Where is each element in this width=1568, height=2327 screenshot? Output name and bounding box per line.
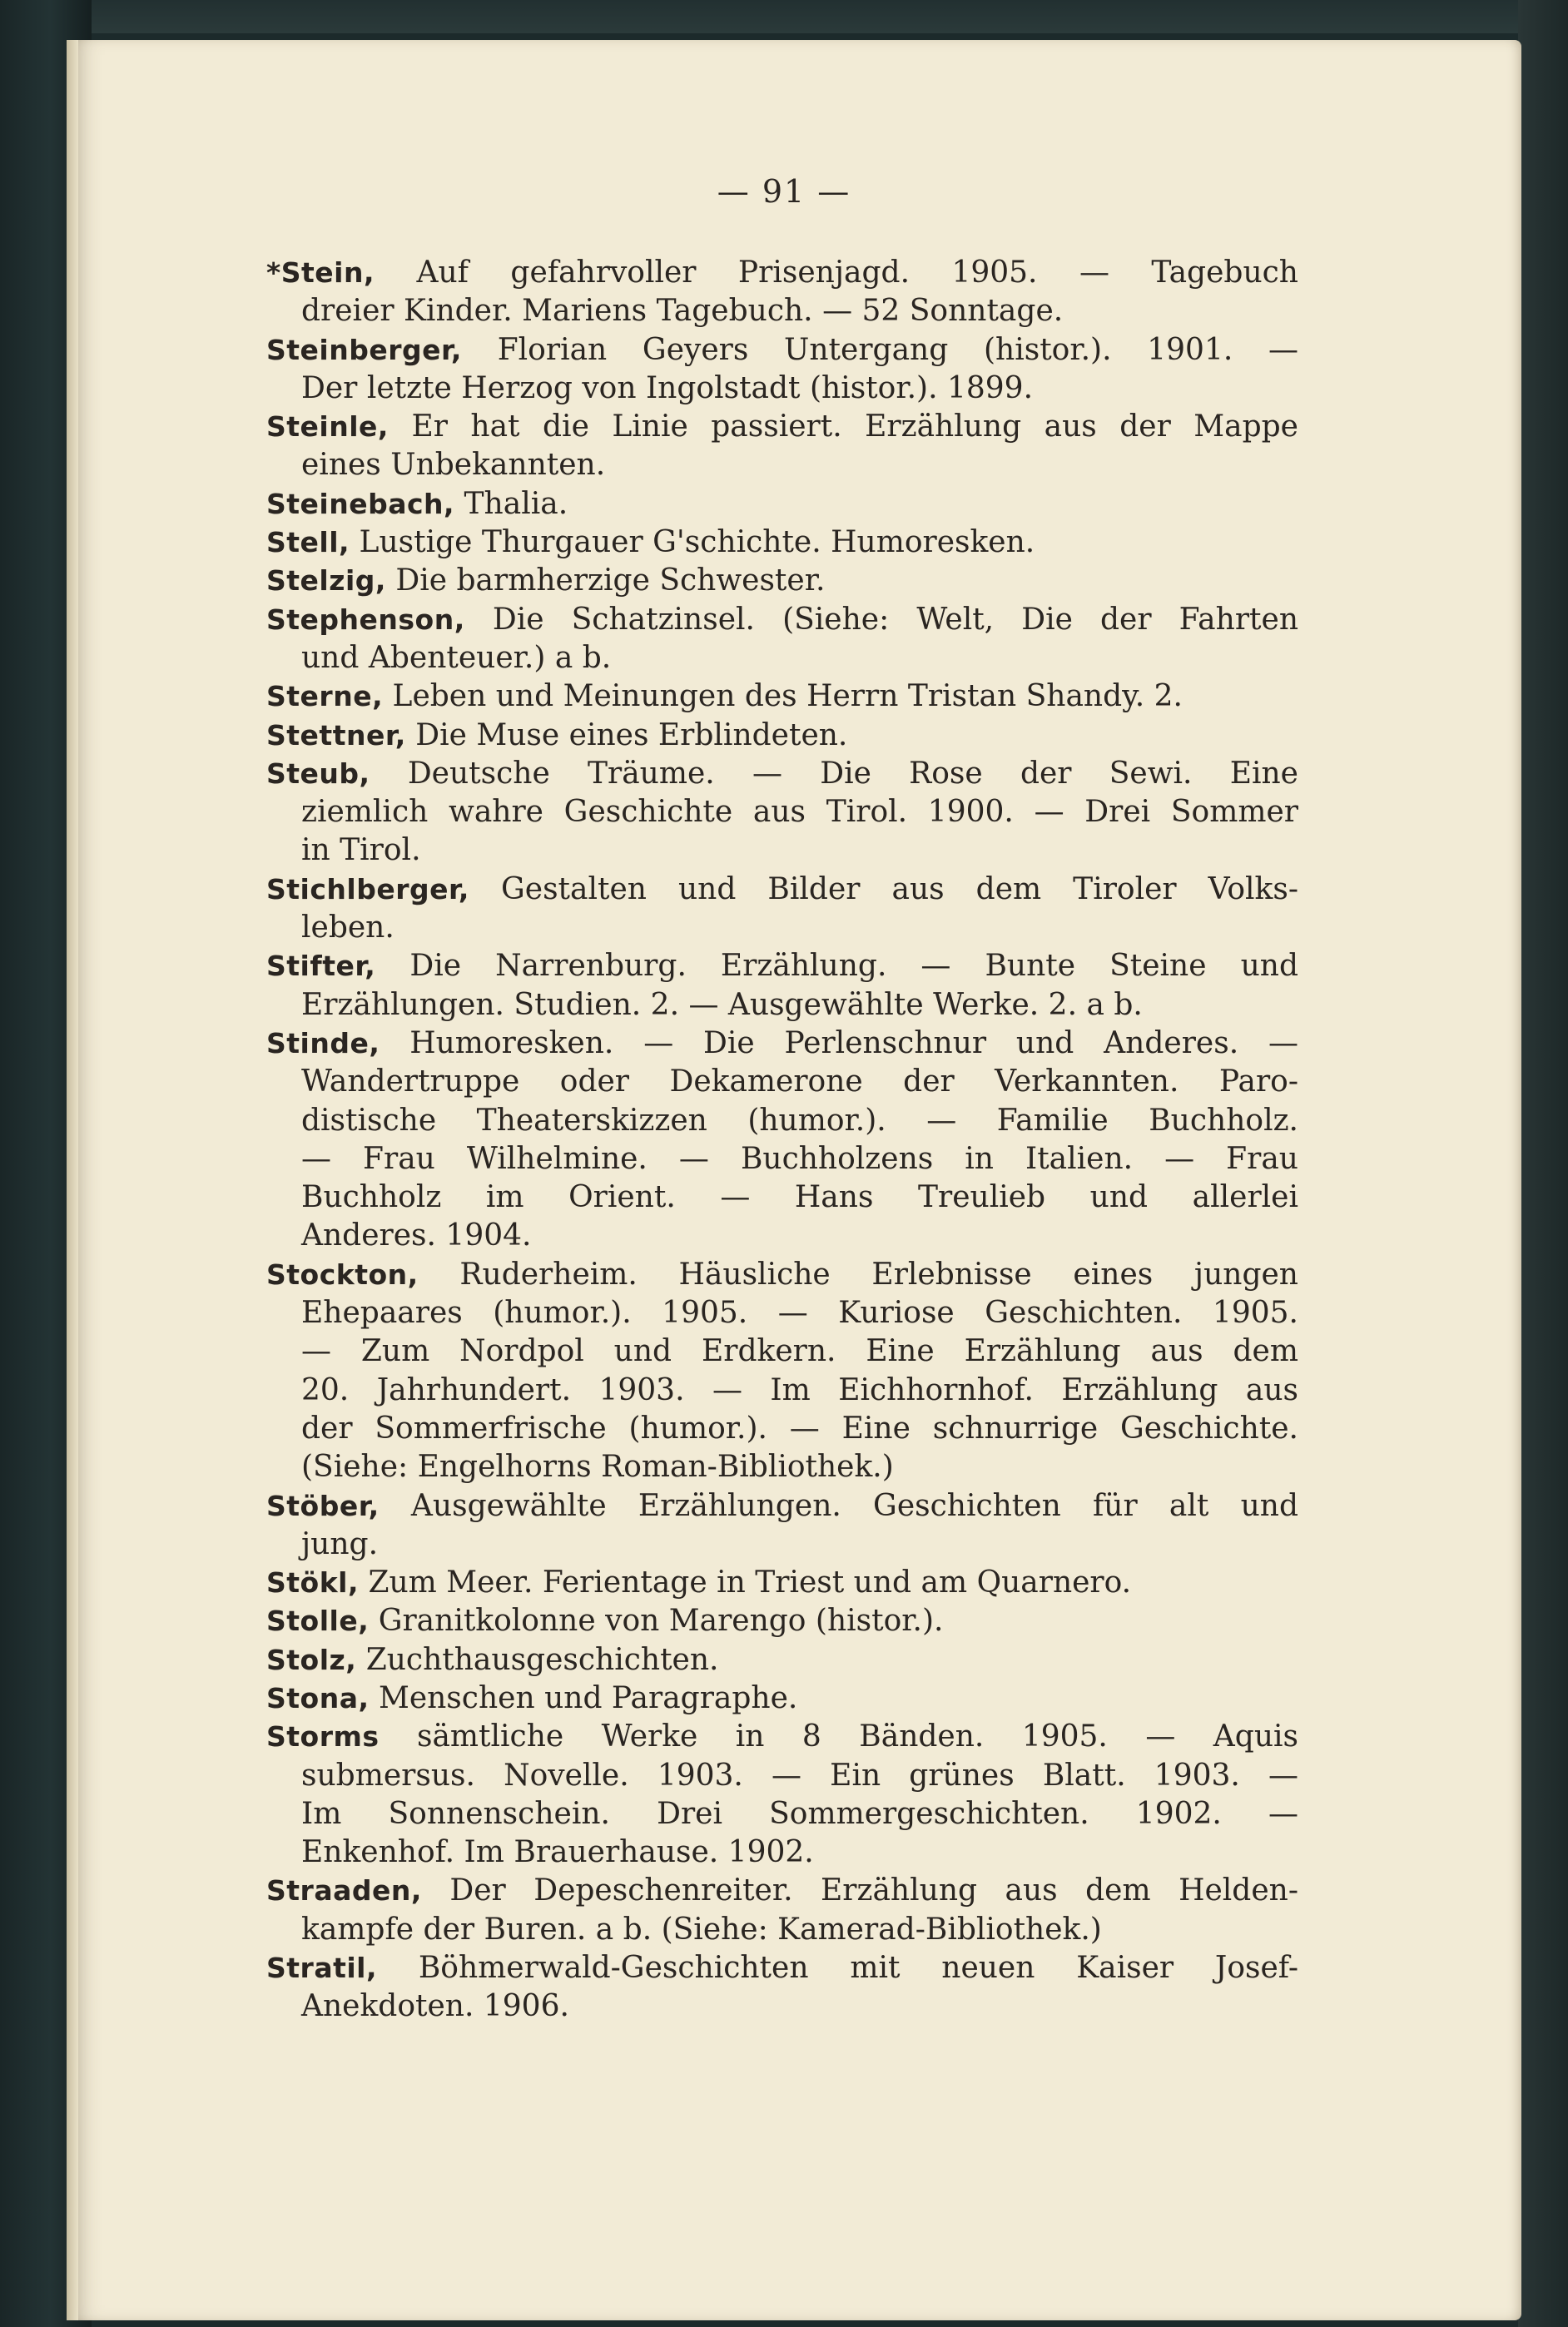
book-cover-right xyxy=(1518,0,1568,2327)
entry-text: Die Muse eines Erblindeten. xyxy=(405,717,848,752)
entry-text: Lustige Thurgauer G'schichte. Humoresken. xyxy=(350,525,1035,560)
entry-first-line xyxy=(266,1872,1298,1910)
entry-first-line xyxy=(266,1564,1298,1602)
entry-continuation-line: in Tirol. xyxy=(301,833,421,868)
author-name: Sterne, xyxy=(266,680,384,713)
bibliography-entry xyxy=(266,1680,1298,1718)
entry-first-line xyxy=(266,562,1298,600)
bibliography-entry xyxy=(266,1564,1298,1602)
page-gutter xyxy=(67,40,78,2320)
entry-text: Er hat die Linie passiert. Erzählung aus der Mappe xyxy=(388,409,1298,444)
entry-continuation-line: Anekdoten. 1906. xyxy=(301,1989,569,2024)
bibliography-entry xyxy=(266,1487,1298,1565)
author-name: Stockton, xyxy=(266,1258,419,1291)
entry-continuation-line: 20. Jahrhundert. 1903. — Im Eichhornhof. Erzählung aus xyxy=(301,1372,1298,1407)
bibliography-entry xyxy=(266,562,1298,600)
author-name: Stolle, xyxy=(266,1605,370,1638)
bibliography-entry xyxy=(266,523,1298,562)
author-name: Stell, xyxy=(266,526,350,559)
entry-first-line xyxy=(266,1680,1298,1718)
entry-continuation-line: der Sommerfrische (humor.). — Eine schnurrige Geschichte. xyxy=(301,1411,1298,1446)
entry-text: Die Narrenburg. Erzählung. — Bunte Steine und xyxy=(375,949,1298,984)
author-name: Stephenson, xyxy=(266,603,465,636)
entry-text: sämtliche Werke in 8 Bänden. 1905. — Aquis xyxy=(379,1719,1298,1754)
entry-text: Auf gefahrvoller Prisenjagd. 1905. — Tagebuch xyxy=(375,256,1298,290)
entry-first-line xyxy=(266,1641,1298,1680)
bibliography-entry xyxy=(266,254,1298,331)
entry-text: Die Schatzinsel. (Siehe: Welt, Die der Fahrten xyxy=(464,602,1298,637)
entry-text: Zuchthausgeschichten. xyxy=(356,1642,719,1677)
entry-continuation-line: Anderes. 1904. xyxy=(301,1218,532,1253)
entry-first-line xyxy=(266,717,1298,755)
entry-first-line xyxy=(266,755,1298,793)
bibliography-entry xyxy=(266,601,1298,678)
entry-text: Der Depeschenreiter. Erzählung aus dem Helden- xyxy=(421,1873,1298,1908)
entry-text: Florian Geyers Untergang (histor.). 1901. — xyxy=(461,332,1298,367)
bibliography-entry xyxy=(266,1872,1298,1949)
entry-continuation-line: Erzählungen. Studien. 2. — Ausgewählte Werke. 2. a b. xyxy=(301,987,1143,1022)
author-name: Stifter, xyxy=(266,950,376,983)
bibliography-entry xyxy=(266,717,1298,755)
author-name: Stichlberger, xyxy=(266,872,469,905)
entry-text: Humoresken. — Die Perlenschnur und Anderes. — xyxy=(380,1025,1298,1060)
entry-text: Gestalten und Bilder aus dem Tiroler Volks- xyxy=(469,871,1298,906)
entry-first-line xyxy=(266,1256,1298,1294)
bibliography-entry xyxy=(266,755,1298,871)
author-name: Steinle, xyxy=(266,410,389,444)
entry-continuation-line: leben. xyxy=(301,910,394,945)
bibliography-list xyxy=(266,254,1298,2027)
entry-continuation-line: — Zum Nordpol und Erdkern. Eine Erzählung aus dem xyxy=(301,1334,1298,1369)
entry-text: Granitkolonne von Marengo (histor.). xyxy=(369,1604,944,1639)
author-name: Stelzig, xyxy=(266,564,386,598)
bibliography-entry xyxy=(266,677,1298,716)
entry-continuation-line: und Abenteuer.) a b. xyxy=(301,640,612,675)
author-name: Stratil, xyxy=(266,1952,378,1985)
author-name: Steinebach, xyxy=(266,487,455,520)
entry-continuation-line: distische Theaterskizzen (humor.). — Familie Buchholz. xyxy=(301,1103,1298,1138)
entry-continuation-line: Enkenhof. Im Brauerhause. 1902. xyxy=(301,1835,814,1870)
entry-continuation-line: Wandertruppe oder Dekamerone der Verkannten. Paro- xyxy=(301,1064,1298,1099)
entry-first-line xyxy=(266,601,1298,639)
entry-continuation-line: Ehepaares (humor.). 1905. — Kuriose Geschichten. 1905. xyxy=(301,1296,1298,1331)
author-name: Steinberger, xyxy=(266,333,462,366)
author-name: Storms xyxy=(266,1720,380,1754)
entry-first-line xyxy=(266,871,1298,909)
entry-continuation-line: ziemlich wahre Geschichte aus Tirol. 1900. — Drei Sommer xyxy=(301,795,1298,830)
entry-first-line xyxy=(266,1718,1298,1756)
entry-text: Ruderheim. Häusliche Erlebnisse eines jungen xyxy=(418,1257,1298,1292)
entry-first-line xyxy=(266,485,1298,523)
page-number: — 91 — xyxy=(717,173,851,210)
bibliography-entry xyxy=(266,1025,1298,1256)
author-name: Stökl, xyxy=(266,1566,360,1600)
bibliography-entry xyxy=(266,408,1298,485)
entry-first-line xyxy=(266,254,1298,292)
bibliography-entry xyxy=(266,1602,1298,1640)
entry-text: Die barmherzige Schwester. xyxy=(385,563,826,598)
entry-text: Böhmerwald-Geschichten mit neuen Kaiser Josef- xyxy=(377,1951,1298,1986)
entry-text: Thalia. xyxy=(454,486,568,521)
author-name: Stöber, xyxy=(266,1489,380,1522)
entry-first-line xyxy=(266,1949,1298,1987)
entry-continuation-line: jung. xyxy=(301,1526,379,1561)
entry-continuation-line: eines Unbekannten. xyxy=(301,448,606,483)
entry-text: Leben und Meinungen des Herrn Tristan Shandy. 2. xyxy=(383,679,1183,714)
bibliography-entry xyxy=(266,485,1298,523)
author-name: *Stein, xyxy=(266,256,375,289)
entry-text: Ausgewählte Erzählungen. Geschichten für alt und xyxy=(379,1488,1298,1523)
entry-continuation-line: Im Sonnenschein. Drei Sommergeschichten. 1902. — xyxy=(301,1796,1298,1831)
bibliography-entry xyxy=(266,1949,1298,2027)
book-cover-top xyxy=(0,0,1568,33)
bibliography-entry xyxy=(266,947,1298,1025)
entry-first-line xyxy=(266,331,1298,370)
entry-continuation-line: Buchholz im Orient. — Hans Treulieb und allerlei xyxy=(301,1180,1298,1215)
entry-first-line xyxy=(266,408,1298,446)
entry-continuation-line: (Siehe: Engelhorns Roman-Bibliothek.) xyxy=(301,1450,894,1485)
bibliography-entry xyxy=(266,1641,1298,1680)
entry-first-line xyxy=(266,677,1298,716)
entry-first-line xyxy=(266,1025,1298,1063)
author-name: Stinde, xyxy=(266,1026,380,1059)
entry-first-line xyxy=(266,1487,1298,1526)
entry-text: Deutsche Träume. — Die Rose der Sewi. Eine xyxy=(370,756,1298,791)
entry-text: Zum Meer. Ferientage in Triest und am Quarnero. xyxy=(359,1565,1132,1600)
entry-first-line xyxy=(266,523,1298,562)
bibliography-entry xyxy=(266,1256,1298,1487)
entry-continuation-line: dreier Kinder. Mariens Tagebuch. — 52 Sonntage. xyxy=(301,294,1064,329)
entry-continuation-line: — Frau Wilhelmine. — Buchholzens in Italien. — Frau xyxy=(301,1141,1298,1176)
entry-continuation-line: Der letzte Herzog von Ingolstadt (histor.). 1899. xyxy=(301,370,1034,405)
entry-text: Menschen und Paragraphe. xyxy=(369,1680,798,1715)
author-name: Stettner, xyxy=(266,718,406,752)
entry-first-line xyxy=(266,1602,1298,1640)
entry-continuation-line: kampfe der Buren. a b. (Siehe: Kamerad-Bibliothek.) xyxy=(301,1912,1102,1947)
author-name: Stolz, xyxy=(266,1643,357,1676)
entry-continuation-line: submersus. Novelle. 1903. — Ein grünes Blatt. 1903. — xyxy=(301,1758,1298,1793)
author-name: Straaden, xyxy=(266,1874,422,1908)
author-name: Steub, xyxy=(266,757,370,790)
bibliography-entry xyxy=(266,331,1298,409)
bibliography-entry xyxy=(266,871,1298,948)
bibliography-entry xyxy=(266,1718,1298,1872)
author-name: Stona, xyxy=(266,1681,370,1714)
entry-first-line xyxy=(266,947,1298,985)
